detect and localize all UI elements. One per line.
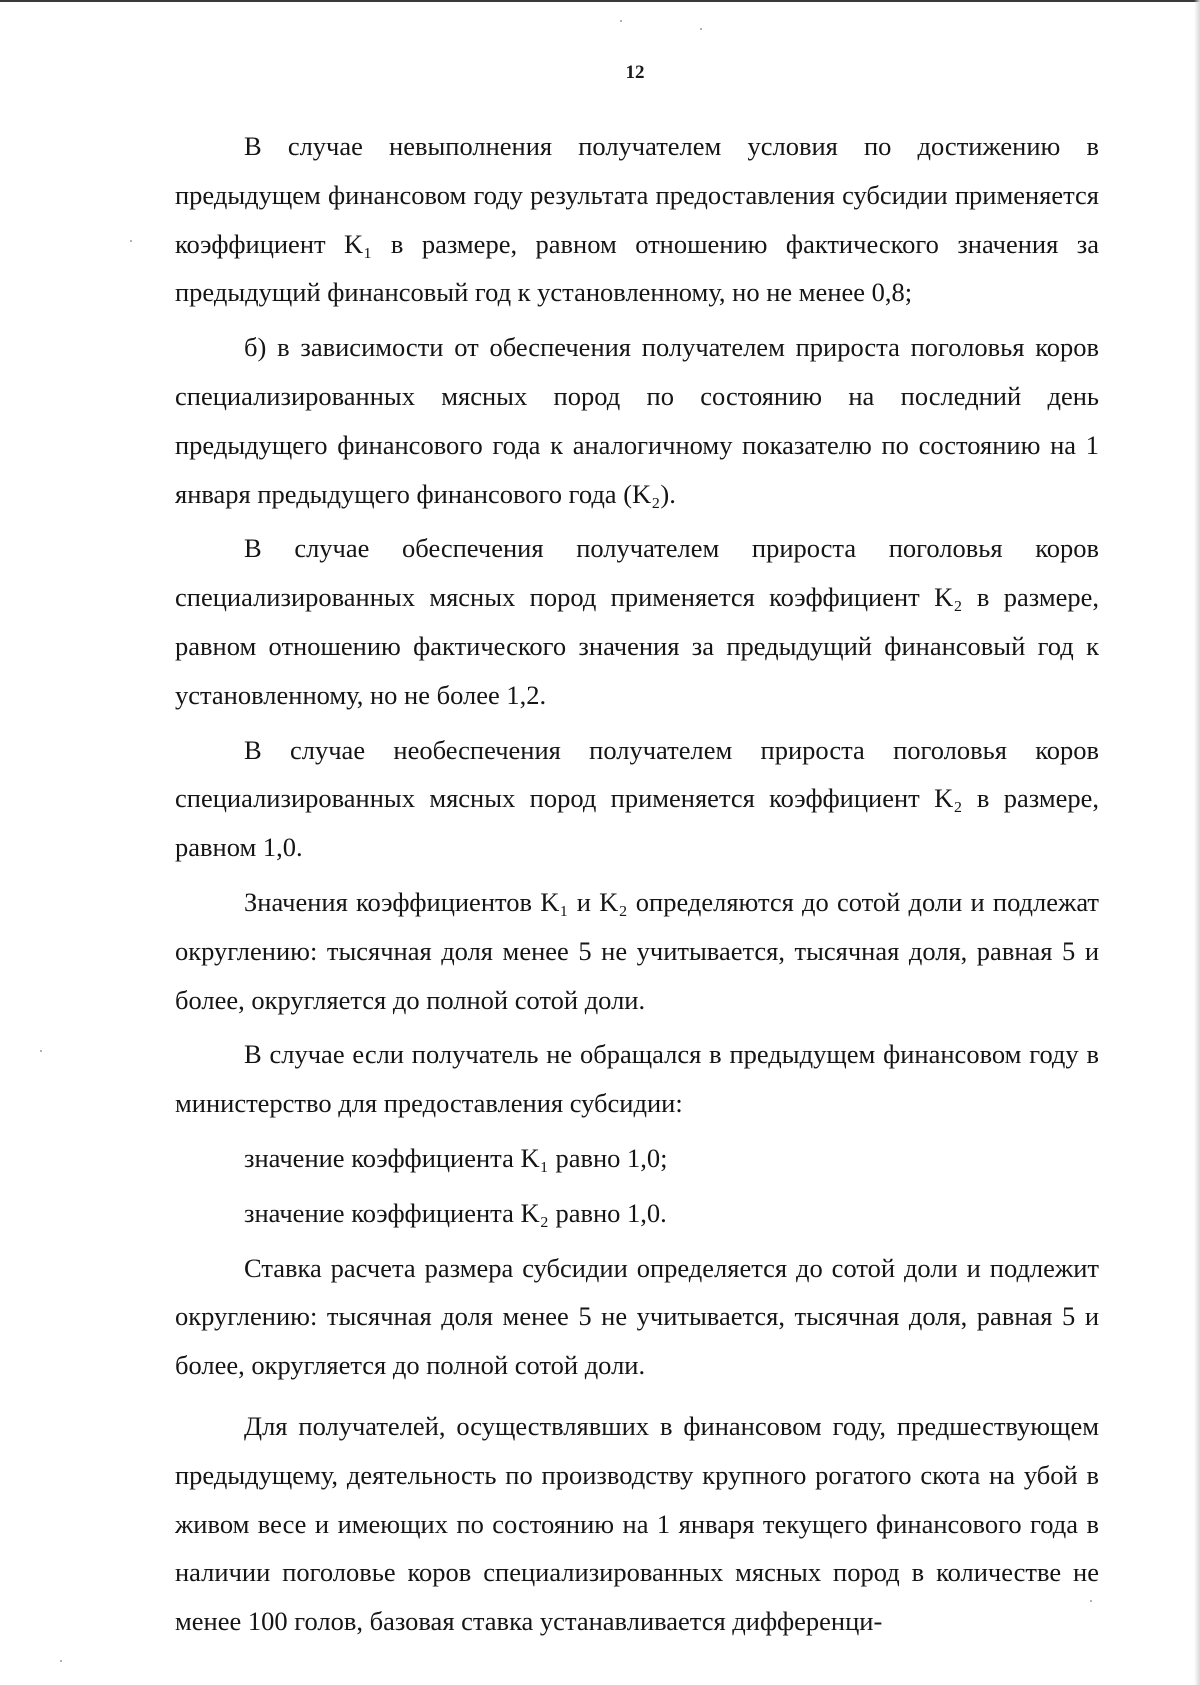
paragraph-item-b: б) в зависимости от обеспечения получателем прироста поголовья коров специализированных мясных пород по состоянию на последний день предыдущего финансового года к аналогичному показателю по состоянию на 1 января предыдущего финансового года (K₂).: [175, 332, 1099, 509]
paragraph-k1-shortfall: В случае невыполнения получателем условия по достижению в предыдущем финансовом году результата предоставления субсидии применяется коэффициент K₁ в размере, равном отношению фактического значения за предыдущий финансовый год к установленному, но не менее 0,8;: [175, 131, 1099, 308]
page-number: 12: [625, 62, 645, 83]
scan-speck: [60, 1660, 62, 1662]
scan-speck: [620, 20, 622, 22]
scan-speck: [1090, 1600, 1092, 1602]
scan-speck: [130, 240, 132, 242]
paragraph-base-rate: Для получателей, осуществлявших в финансовом году, предшествующем предыдущему, деятельность по производству крупного рогатого скота на убой в живом весе и имеющих по состоянию на 1 января текущего финансового года в наличии поголовье коров специализированных мясных пород в количестве не менее 100 голов, базовая ставка устанавливается дифференци-: [175, 1410, 1099, 1637]
paragraph-k2-growth: В случае обеспечения получателем прироста поголовья коров специализированных мясных пород применяется коэффициент K₂ в размере, равном отношению фактического значения за предыдущий финансовый год к установленному, но не более 1,2.: [175, 533, 1099, 710]
paragraph-no-application: В случае если получатель не обращался в предыдущем финансовом году в министерство для предоставления субсидии:: [175, 1039, 1099, 1119]
scan-right-shadow: [1194, 0, 1200, 1685]
scan-top-border: [0, 0, 1200, 2]
scan-speck: [700, 28, 702, 30]
paragraph-k2-value: значение коэффициента K₂ равно 1,0.: [244, 1197, 667, 1228]
paragraph-k1-value: значение коэффициента K₁ равно 1,0;: [244, 1142, 668, 1173]
scan-speck: [40, 1050, 42, 1052]
paragraph-rate-rounding: Ставка расчета размера субсидии определяется до сотой доли и подлежит округлению: тысячная доля менее 5 не учитывается, тысячная доля, равная 5 и более, округляется до полной сотой доли.: [175, 1252, 1099, 1381]
document-body: [175, 122, 1099, 1646]
paragraph-k2-no-growth: В случае необеспечения получателем прироста поголовья коров специализированных мясных пород применяется коэффициент K₂ в размере, равном 1,0.: [175, 734, 1099, 863]
paragraph-rounding-coefficients: Значения коэффициентов K₁ и K₂ определяются до сотой доли и подлежат округлению: тысячная доля менее 5 не учитывается, тысячная доля, равная 5 и более, округляется до полной сотой доли.: [175, 886, 1099, 1015]
